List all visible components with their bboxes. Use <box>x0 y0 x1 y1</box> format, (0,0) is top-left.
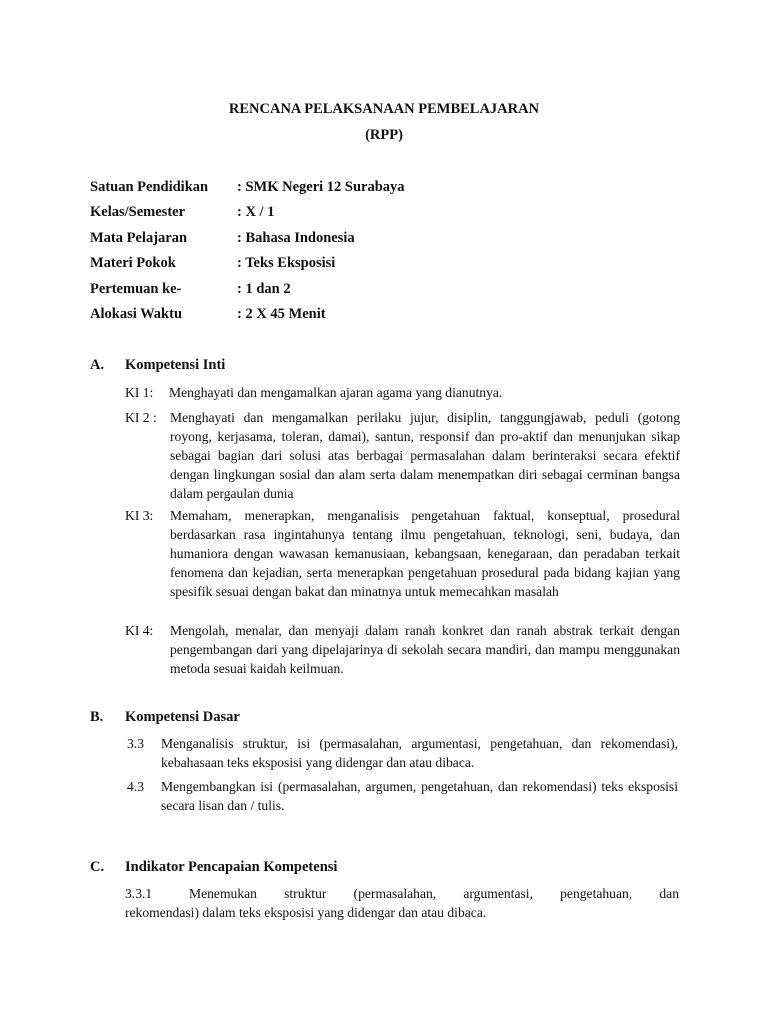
list-item-ipk-3-3-1 <box>125 884 679 922</box>
section-title: Indikator Pencapaian Kompetensi <box>125 859 338 875</box>
item-text: Mengolah, menalar, dan menyaji dalam ranah konkret dan ranah abstrak terkait dengan pengembangan dari yang dipelajarinya di sekolah secara mandiri, dan mampu menggunakan metoda sesuai kaidah keilmuan. <box>170 623 680 677</box>
identity-row <box>90 179 405 196</box>
item-first-line <box>125 884 679 903</box>
section-letter: A. <box>90 357 105 373</box>
item-text-continuation: rekomendasi) dalam teks eksposisi yang didengar dan atau dibaca. <box>125 905 487 921</box>
section-heading-kompetensi-dasar <box>90 709 240 726</box>
document-subtitle: (RPP) <box>365 127 403 143</box>
item-text: Mengembangkan isi (permasalahan, argumen, pengetahuan, dan rekomendasi) teks eksposisi secara lisan dan / tulis. <box>161 779 678 814</box>
item-label: KI 3: <box>125 508 154 523</box>
item-text: Menghayati dan mengamalkan ajaran agama yang dianutnya. <box>169 385 503 400</box>
section-heading-kompetensi-inti <box>90 357 225 374</box>
identity-value: : X / 1 <box>237 204 275 220</box>
section-letter: C. <box>90 859 105 875</box>
item-text: Menghayati dan mengamalkan perilaku jujur, disiplin, tanggungjawab, peduli (gotong royong, kerjasama, toleran, damai), santun, responsif dan pro-aktif dan menunjukan sikap sebagai bagian dari solusi atas berbagai permasalahan dalam berinteraksi secara efektif dengan lingkungan sosial dan alam serta dalam menempatkan diri sebagai cerminan bangsa dalam pergaulan dunia <box>170 410 680 502</box>
list-item-kd-4-3 <box>127 777 678 815</box>
identity-label: Materi Pokok <box>90 255 176 271</box>
item-text: Menganalisis struktur, isi (permasalahan, argumentasi, pengetahuan, dan rekomendasi), kebahasaan teks eksposisi yang didengar dan atau dibaca. <box>161 736 678 771</box>
list-item-ki-3 <box>125 506 680 601</box>
identity-row <box>90 306 326 323</box>
item-label: 3.3 <box>127 736 144 751</box>
list-item-kd-3-3 <box>127 734 678 772</box>
identity-row <box>90 204 274 221</box>
list-item-ki-1 <box>125 383 680 402</box>
identity-row <box>90 255 335 272</box>
document-title: RENCANA PELAKSANAAN PEMBELAJARAN <box>228 101 540 117</box>
item-text: Menemukan struktur (permasalahan, argumentasi, pengetahuan, dan <box>189 886 679 901</box>
identity-value: : Teks Eksposisi <box>237 255 336 271</box>
identity-label: Mata Pelajaran <box>90 230 188 246</box>
item-label: 3.3.1 <box>125 886 153 901</box>
identity-label: Kelas/Semester <box>90 204 186 220</box>
item-label: 4.3 <box>127 779 144 794</box>
list-item-ki-2 <box>125 408 680 503</box>
identity-label: Pertemuan ke- <box>90 281 182 297</box>
identity-value: : 1 dan 2 <box>237 281 291 297</box>
item-label: KI 4: <box>125 623 154 638</box>
section-title: Kompetensi Inti <box>125 357 226 373</box>
item-label: KI 2 : <box>125 410 157 425</box>
identity-value: : 2 X 45 Menit <box>237 306 326 322</box>
identity-value: : SMK Negeri 12 Surabaya <box>237 179 405 195</box>
identity-value: : Bahasa Indonesia <box>237 230 355 246</box>
section-heading-indikator <box>90 859 337 876</box>
section-title: Kompetensi Dasar <box>125 709 240 725</box>
identity-row <box>90 281 291 298</box>
identity-label: Satuan Pendidikan <box>90 179 209 195</box>
item-label: KI 1: <box>125 385 154 400</box>
section-letter: B. <box>90 709 104 725</box>
list-item-ki-4 <box>125 621 680 678</box>
identity-label: Alokasi Waktu <box>90 306 183 322</box>
item-text: Memaham, menerapkan, menganalisis pengetahuan faktual, konseptual, prosedural berdasarkan rasa ingintahunya tentang ilmu pengetahuan, teknologi, seni, budaya, dan humaniora dengan wawasan kemanusiaan, kebangsaan, kenegaraan, dan peradaban terkait fenomena dan kejadian, serta menerapkan pengetahuan prosedural pada bidang kajian yang spesifik sesuai dengan bakat dan minatnya untuk memecahkan masalah <box>170 508 680 600</box>
identity-row <box>90 230 355 247</box>
